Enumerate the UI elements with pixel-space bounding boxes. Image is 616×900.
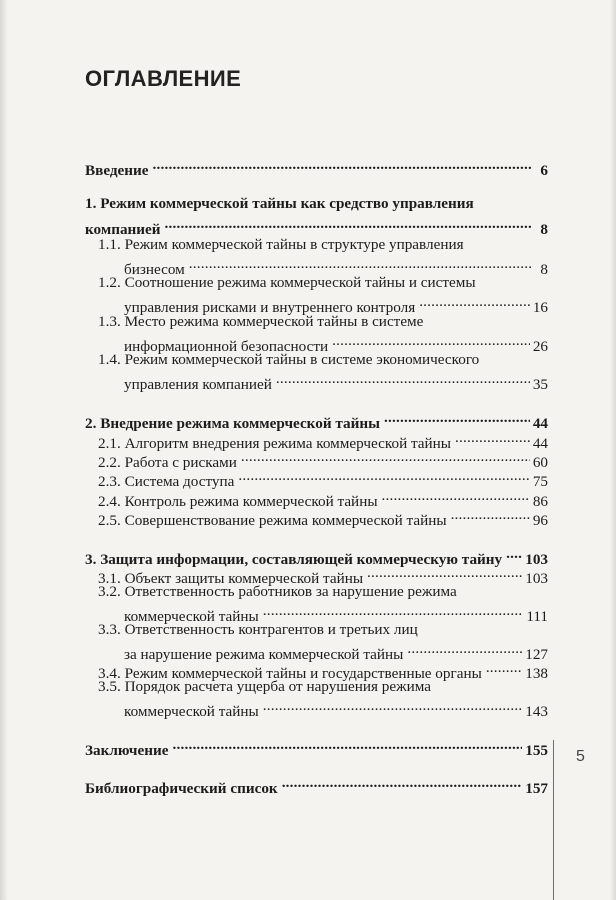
toc-entry-title-cont: коммерческой тайны (124, 703, 259, 720)
toc-entry-conclusion[interactable] (85, 735, 548, 759)
toc-entry-title-cont: компанией (85, 221, 161, 238)
toc-section-3-5[interactable] (98, 677, 548, 697)
dot-leader (282, 773, 523, 793)
toc-entry-title: 1.2. Соотношение режима коммерческой тайны и системы (98, 274, 476, 291)
toc-page-number: 86 (532, 493, 548, 510)
toc-section-2-1[interactable] (98, 428, 548, 452)
toc-entry-title: 2. Внедрение режима коммерческой тайны (85, 415, 380, 432)
page-edge-right (610, 0, 616, 900)
page-edge-left (0, 0, 8, 900)
toc-section-2-4[interactable] (98, 486, 548, 510)
page-title: ОГЛАВЛЕНИЕ (85, 66, 242, 91)
dot-leader (153, 155, 531, 175)
dot-leader (384, 408, 530, 428)
toc-entry-title: 1.3. Место режима коммерческой тайны в системе (98, 313, 424, 330)
toc-entry-title-cont: информационной безопасности (124, 338, 329, 355)
toc-page-number: 127 (525, 646, 548, 663)
toc-page-number: 111 (526, 608, 548, 625)
toc-page-number: 138 (525, 665, 548, 682)
toc-page-number: 60 (532, 454, 548, 471)
toc-section-1-3-cont[interactable] (124, 331, 548, 355)
toc-page-number: 75 (532, 473, 548, 490)
dot-leader (367, 563, 522, 583)
toc-entry-title-cont: за нарушение режима коммерческой тайны (124, 646, 404, 663)
dot-leader (172, 735, 522, 755)
toc-section-2-2[interactable] (98, 447, 548, 471)
dot-leader (241, 447, 530, 467)
toc-section-2-3[interactable] (98, 466, 548, 490)
toc-chapter-1[interactable] (85, 194, 548, 214)
toc-entry-bibliography[interactable] (85, 773, 548, 797)
toc-entry-title: 1.4. Режим коммерческой тайны в системе экономического (98, 351, 480, 368)
dot-leader (263, 601, 524, 621)
toc-entry-title-cont: управления компанией (124, 376, 272, 393)
toc-entry-title: 3.1. Объект защиты коммерческой тайны (98, 570, 364, 587)
margin-rule (553, 740, 554, 900)
toc-entry-title: 2.4. Контроль режима коммерческой тайны (98, 493, 378, 510)
toc-section-3-3[interactable] (98, 620, 548, 640)
toc-entry-title: Введение (85, 162, 149, 179)
dot-leader (263, 696, 522, 716)
dot-leader (165, 214, 531, 234)
toc-section-1-1-cont[interactable] (124, 254, 548, 278)
dot-leader (238, 466, 529, 486)
toc-entry-title: 2.2. Работа с рисками (98, 454, 237, 471)
toc-entry-intro[interactable] (85, 155, 548, 179)
toc-page-number: 103 (525, 551, 548, 568)
toc-section-3-1[interactable] (98, 563, 548, 587)
toc-page-number: 96 (532, 512, 548, 529)
toc-section-3-3-cont[interactable] (124, 639, 548, 663)
toc-page-number: 44 (532, 435, 548, 452)
toc-page-number: 35 (532, 376, 548, 393)
toc-entry-title-cont: управления рисками и внутреннего контроля (124, 299, 416, 316)
toc-entry-title: 3.4. Режим коммерческой тайны и государственные органы (98, 665, 482, 682)
toc-page-number: 143 (525, 703, 548, 720)
toc-entry-title: 3. Защита информации, составляющей коммерческую тайну (85, 551, 503, 568)
toc-section-3-4[interactable] (98, 658, 548, 682)
toc-page-number: 103 (525, 570, 548, 587)
toc-chapter-1-cont[interactable] (85, 214, 548, 238)
toc-entry-title: 3.2. Ответственность работников за нарушение режима (98, 583, 457, 600)
dot-leader (382, 486, 530, 506)
toc-entry-title: 2.1. Алгоритм внедрения режима коммерческой тайны (98, 435, 452, 452)
dot-leader (276, 369, 530, 389)
toc-page-number: 26 (532, 338, 548, 355)
toc-entry-title: 1. Режим коммерческой тайны как средство управления (85, 195, 474, 212)
dot-leader (407, 639, 522, 659)
toc-page-number: 44 (532, 415, 548, 432)
toc-entry-title: Библиографический список (85, 780, 278, 797)
toc-section-3-5-cont[interactable] (124, 696, 548, 720)
toc-chapter-3[interactable] (85, 544, 548, 568)
toc-entry-title-cont: бизнесом (124, 261, 185, 278)
toc-page-number: 8 (540, 261, 548, 278)
toc-entry-title: 3.5. Порядок расчета ущерба от нарушения режима (98, 678, 431, 695)
dot-leader (419, 292, 530, 312)
toc-section-1-4-cont[interactable] (124, 369, 548, 393)
toc-section-1-3[interactable] (98, 312, 548, 332)
toc-section-1-4[interactable] (98, 350, 548, 370)
toc-page-number: 155 (525, 742, 548, 759)
toc-section-2-5[interactable] (98, 505, 548, 529)
dot-leader (451, 505, 530, 525)
toc-entry-title-cont: коммерческой тайны (124, 608, 259, 625)
dot-leader (506, 544, 522, 564)
toc-section-1-2-cont[interactable] (124, 292, 548, 316)
dot-leader (189, 254, 531, 274)
toc-page-number: 157 (525, 780, 548, 797)
page-number: 5 (576, 748, 585, 765)
toc-entry-title: Заключение (85, 742, 169, 759)
toc-page-number: 8 (540, 221, 548, 238)
toc-section-3-2[interactable] (98, 582, 548, 602)
dot-leader (332, 331, 530, 351)
toc-section-1-1[interactable] (98, 235, 548, 255)
toc-entry-title: 2.3. Система доступа (98, 473, 235, 490)
toc-entry-title: 2.5. Совершенствование режима коммерческой тайны (98, 512, 447, 529)
toc-entry-title: 1.1. Режим коммерческой тайны в структуре управления (98, 236, 464, 253)
toc-page-number: 16 (532, 299, 548, 316)
toc-entry-title: 3.3. Ответственность контрагентов и третьих лиц (98, 621, 418, 638)
toc-section-3-2-cont[interactable] (124, 601, 548, 625)
toc-chapter-2[interactable] (85, 408, 548, 432)
dot-leader (455, 428, 530, 448)
dot-leader (486, 658, 522, 678)
toc-page-number: 6 (540, 162, 548, 179)
toc-section-1-2[interactable] (98, 273, 548, 293)
